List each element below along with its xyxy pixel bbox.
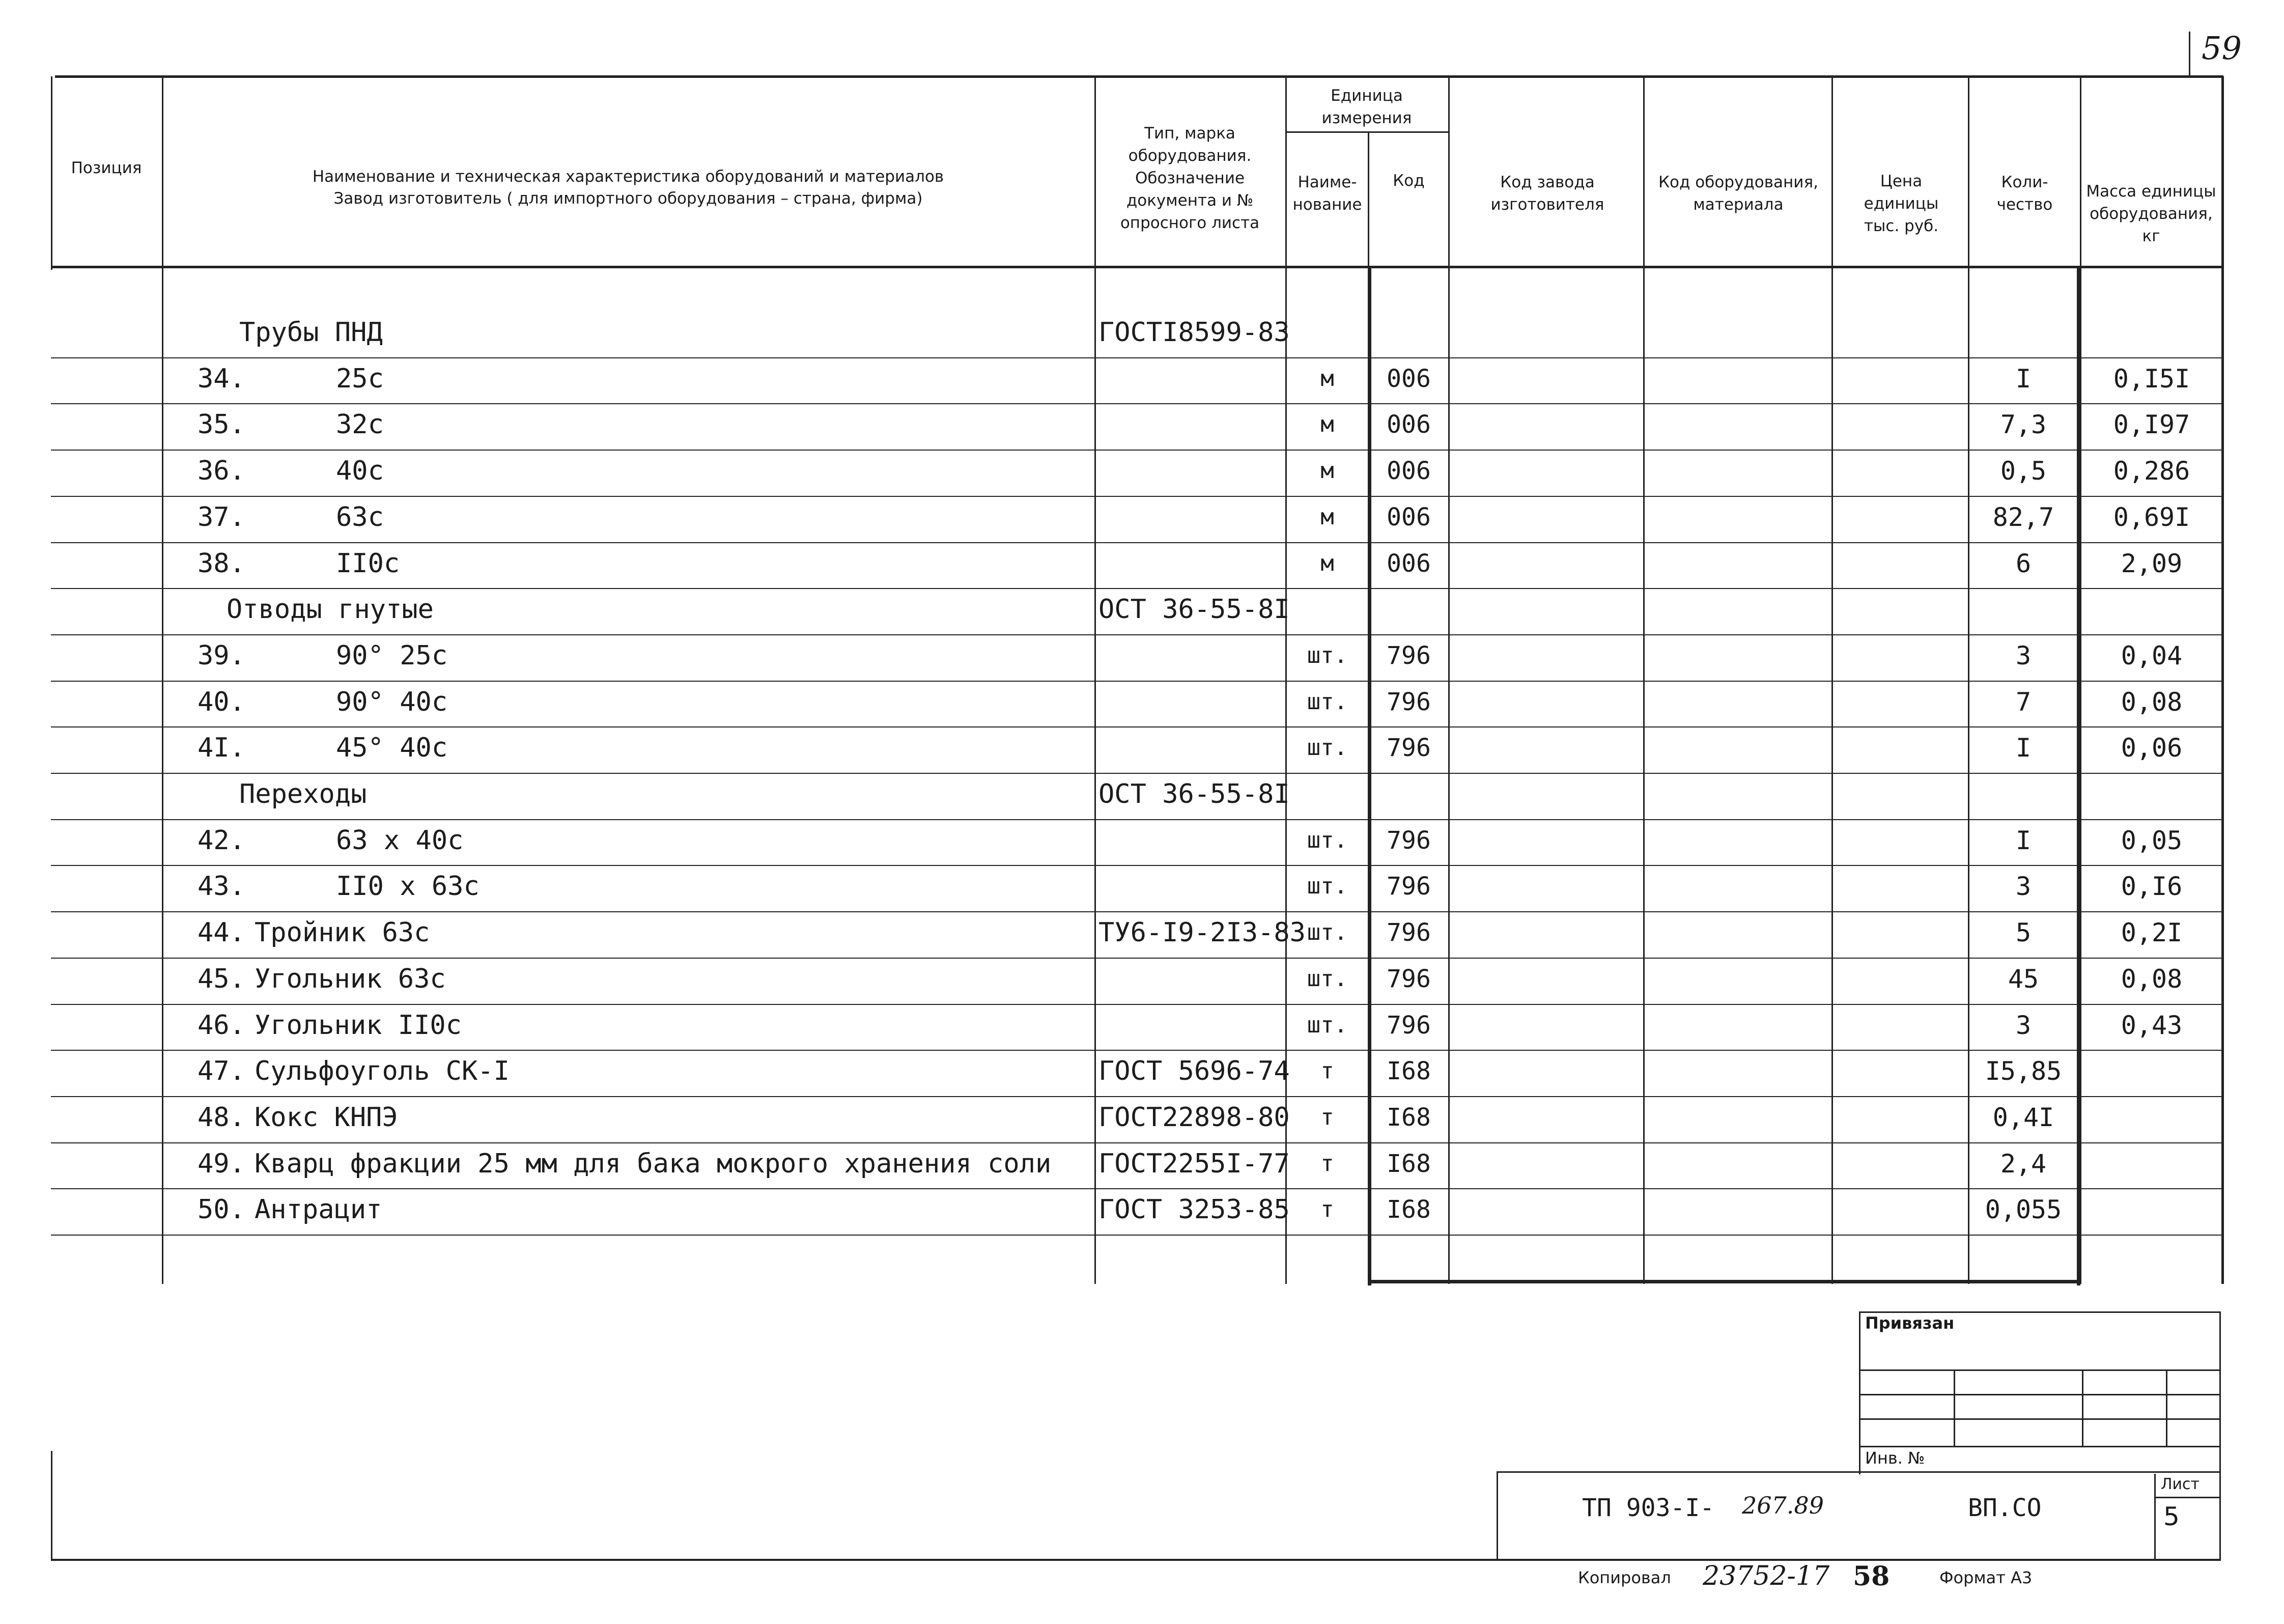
row-mass: 2,09 xyxy=(2121,548,2183,578)
header-position: Позиция xyxy=(71,159,142,177)
row-separator xyxy=(51,1142,2221,1143)
header-unit-code: Код xyxy=(1393,172,1425,190)
row-doc: ГОСТ22898-80 xyxy=(1098,1102,1290,1133)
row-position: 37. xyxy=(198,501,245,533)
row-separator xyxy=(51,634,2221,635)
row-mass: 0,I5I xyxy=(2113,363,2190,394)
row-position: 4I. xyxy=(198,733,245,764)
row-quantity: 0,055 xyxy=(1985,1195,2062,1225)
row-code: 796 xyxy=(1387,918,1431,947)
row-unit: м xyxy=(1320,411,1334,438)
row-separator xyxy=(51,357,2221,358)
row-code: 006 xyxy=(1387,457,1431,486)
doc-code-prefix: ТП 903-I- xyxy=(1582,1494,1715,1522)
bound-label: Привязан xyxy=(1865,1313,1955,1333)
row-code: 006 xyxy=(1387,364,1431,393)
sheet-label: Лист xyxy=(2161,1475,2200,1493)
row-position: 48. xyxy=(198,1102,245,1133)
row-position: 34. xyxy=(198,363,245,394)
row-separator xyxy=(51,1050,2221,1051)
row-unit: шт. xyxy=(1307,735,1348,761)
row-quantity: 5 xyxy=(2015,918,2032,948)
row-position: 44. xyxy=(198,917,245,948)
doc-section: ВП.СО xyxy=(1968,1494,2042,1522)
row-separator xyxy=(51,819,2221,820)
row-code: I68 xyxy=(1387,1103,1431,1132)
row-mass: 0,04 xyxy=(2121,640,2183,670)
row-position: 45. xyxy=(198,963,245,994)
row-separator xyxy=(51,865,2221,866)
inv-label: Инв. № xyxy=(1865,1448,1925,1468)
header-unit-group: Единица измерения xyxy=(1321,87,1412,127)
row-unit: шт. xyxy=(1307,919,1348,946)
row-name: Тройник 63с xyxy=(255,917,430,948)
header-name-line1: Наименование и техническая характеристика оборудований и материалов xyxy=(312,167,944,186)
row-position: 35. xyxy=(198,409,245,440)
row-name: II0 х 63с xyxy=(336,871,480,902)
row-quantity: 6 xyxy=(2015,548,2032,578)
row-name: Кварц фракции 25 мм для бака мокрого хранения соли xyxy=(255,1148,1052,1179)
row-position: 43. xyxy=(198,871,245,902)
row-unit: шт. xyxy=(1307,1012,1348,1038)
row-unit: т xyxy=(1320,1150,1334,1177)
row-mass: 0,43 xyxy=(2121,1010,2183,1040)
format-label: Формат А3 xyxy=(1939,1568,2033,1587)
row-quantity: 2,4 xyxy=(2000,1149,2047,1179)
row-quantity: 3 xyxy=(2015,872,2032,902)
row-separator xyxy=(51,1235,2221,1236)
header-unit-name: Наиме-нование xyxy=(1292,173,1362,214)
row-doc: ГОСТ 5696-74 xyxy=(1098,1056,1290,1087)
group-title: Отводы гнутые xyxy=(227,594,434,625)
row-unit: т xyxy=(1320,1104,1334,1130)
header-equipment-code: Код оборудования, материала xyxy=(1658,173,1818,214)
row-quantity: 7 xyxy=(2015,687,2032,717)
row-name: 32с xyxy=(336,409,384,440)
row-separator xyxy=(51,542,2221,543)
row-name: Антрацит xyxy=(255,1194,382,1225)
row-doc: ГОСТ2255I-77 xyxy=(1098,1148,1290,1179)
row-quantity: I5,85 xyxy=(1985,1056,2062,1086)
row-code: 796 xyxy=(1387,734,1431,763)
group-title: Переходы xyxy=(239,779,367,809)
row-separator xyxy=(51,1188,2221,1189)
row-position: 42. xyxy=(198,825,245,856)
row-doc: ОСТ 36-55-8I xyxy=(1098,779,1290,809)
row-quantity: I xyxy=(2015,825,2032,855)
row-unit: м xyxy=(1320,458,1334,484)
row-name: Угольник II0с xyxy=(255,1010,462,1041)
row-doc: ОСТ 36-55-8I xyxy=(1098,594,1290,625)
header-factory-code: Код завода изготовителя xyxy=(1490,173,1604,214)
row-name: 63 х 40с xyxy=(336,825,464,856)
row-position: 49. xyxy=(198,1148,245,1179)
row-doc: ГОСТI8599-83 xyxy=(1098,317,1290,348)
row-name: Угольник 63с xyxy=(255,963,446,994)
row-mass: 0,2I xyxy=(2121,918,2183,948)
row-separator xyxy=(51,958,2221,959)
row-quantity: 3 xyxy=(2015,640,2032,670)
row-name: 90° 40с xyxy=(336,686,448,717)
row-unit: шт. xyxy=(1307,965,1348,992)
copied-number: 23752-17 xyxy=(1703,1561,1830,1591)
row-name: Сульфоуголь СК-I xyxy=(255,1056,510,1087)
row-quantity: I xyxy=(2015,733,2032,763)
row-separator xyxy=(51,588,2221,589)
row-separator xyxy=(51,496,2221,497)
row-quantity: 0,4I xyxy=(1992,1102,2054,1132)
row-code: 796 xyxy=(1387,964,1431,993)
row-name: 25с xyxy=(336,363,384,394)
page-number: 59 xyxy=(2202,30,2242,67)
row-unit: м xyxy=(1320,365,1334,391)
row-quantity: 45 xyxy=(2008,964,2039,994)
row-name: 45° 40с xyxy=(336,733,448,764)
row-quantity: 0,5 xyxy=(2000,456,2047,486)
row-mass: 0,286 xyxy=(2113,456,2190,486)
row-mass: 0,06 xyxy=(2121,733,2183,763)
row-unit: шт. xyxy=(1307,873,1348,900)
row-mass: 0,I97 xyxy=(2113,410,2190,440)
row-position: 46. xyxy=(198,1010,245,1041)
row-quantity: I xyxy=(2015,363,2032,394)
row-separator xyxy=(51,403,2221,404)
row-unit: т xyxy=(1320,1058,1334,1084)
row-name: 90° 25с xyxy=(336,640,448,671)
row-code: I68 xyxy=(1387,1195,1431,1224)
row-separator xyxy=(51,1096,2221,1097)
row-mass: 0,08 xyxy=(2121,687,2183,717)
copied-label: Копировал xyxy=(1578,1568,1671,1587)
row-separator xyxy=(51,911,2221,912)
sheet-number: 5 xyxy=(2163,1502,2180,1531)
row-separator xyxy=(51,773,2221,774)
row-code: 006 xyxy=(1387,549,1431,578)
group-title: Трубы ПНД xyxy=(239,317,383,348)
row-code: 006 xyxy=(1387,410,1431,439)
row-mass: 0,08 xyxy=(2121,964,2183,994)
row-position: 50. xyxy=(198,1194,245,1225)
row-name: II0с xyxy=(336,548,400,579)
row-code: 796 xyxy=(1387,872,1431,901)
doc-code-handwritten: 267.89 xyxy=(1742,1492,1824,1519)
header-mass: Масса единицы оборудования, кг xyxy=(2086,182,2216,245)
row-mass: 0,69I xyxy=(2113,502,2190,532)
row-code: 796 xyxy=(1387,826,1431,855)
row-unit: шт. xyxy=(1307,827,1348,853)
row-code: 796 xyxy=(1387,687,1431,716)
row-name: 40с xyxy=(336,456,384,487)
row-quantity: 3 xyxy=(2015,1010,2032,1040)
row-quantity: 7,3 xyxy=(2000,410,2047,440)
frame-bottom xyxy=(51,1559,2220,1561)
row-doc: ТУ6-I9-2I3-83 xyxy=(1098,917,1306,948)
row-code: 796 xyxy=(1387,641,1431,670)
row-position: 36. xyxy=(198,456,245,487)
row-unit: т xyxy=(1320,1196,1334,1223)
row-mass: 0,I6 xyxy=(2121,872,2183,902)
row-position: 40. xyxy=(198,686,245,717)
row-doc: ГОСТ 3253-85 xyxy=(1098,1194,1290,1225)
row-quantity: 82,7 xyxy=(1992,502,2054,532)
header-quantity: Коли-чество xyxy=(1996,173,2053,214)
row-code: 796 xyxy=(1387,1011,1431,1040)
row-name: Кокс КНПЭ xyxy=(255,1102,398,1133)
row-separator xyxy=(51,1004,2221,1005)
row-code: I68 xyxy=(1387,1149,1431,1178)
row-position: 47. xyxy=(198,1056,245,1087)
row-separator xyxy=(51,450,2221,451)
row-unit: шт. xyxy=(1307,688,1348,715)
copied-page: 58 xyxy=(1853,1561,1890,1592)
row-position: 38. xyxy=(198,548,245,579)
row-unit: шт. xyxy=(1307,642,1348,668)
row-name: 63с xyxy=(336,501,384,533)
row-unit: м xyxy=(1320,550,1334,576)
row-code: I68 xyxy=(1387,1057,1431,1086)
table-top-border xyxy=(55,75,2223,78)
row-position: 39. xyxy=(198,640,245,671)
header-name-line2: Завод изготовитель ( для импортного оборудования – страна, фирма) xyxy=(333,189,923,208)
header-price: Цена единицы тыс. руб. xyxy=(1864,172,1939,235)
row-mass: 0,05 xyxy=(2121,825,2183,855)
header-type-mark: Тип, марка оборудования. Обозначение документа и № опросного листа xyxy=(1120,124,1260,232)
row-separator xyxy=(51,726,2221,727)
row-code: 006 xyxy=(1387,502,1431,531)
row-separator xyxy=(51,681,2221,682)
row-unit: м xyxy=(1320,503,1334,530)
